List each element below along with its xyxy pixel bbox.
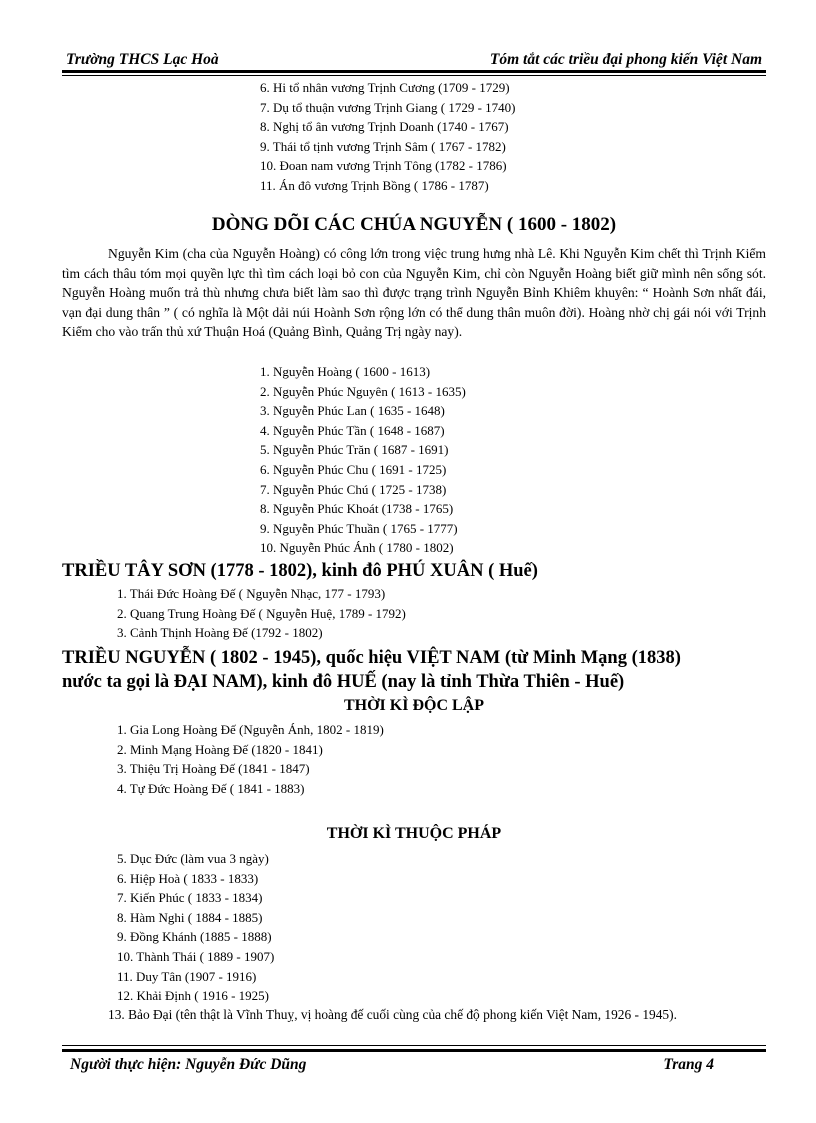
- list-item: 7. Kiến Phúc ( 1833 - 1834): [117, 890, 263, 906]
- list-item: 11. Án đô vương Trịnh Bồng ( 1786 - 1787): [260, 177, 489, 193]
- list-item: 8. Nghị tổ ân vương Trịnh Doanh (1740 - 1767): [260, 119, 509, 135]
- list-item: 1. Gia Long Hoàng Đế (Nguyễn Ánh, 1802 - 1819): [117, 722, 384, 737]
- list-item: 2. Minh Mạng Hoàng Đế (1820 - 1841): [117, 741, 323, 757]
- list-item: 9. Thái tổ tịnh vương Trịnh Sâm ( 1767 - 1782): [260, 138, 506, 154]
- independent-period-heading: THỜI KÌ ĐỘC LẬP: [343, 697, 484, 714]
- header-rule-thin: [62, 75, 766, 76]
- list-item: 7. Dụ tổ thuận vương Trịnh Giang ( 1729 - 1740): [260, 99, 516, 115]
- page-number: Trang 4: [663, 1056, 714, 1073]
- header-rule-thick: [62, 70, 766, 73]
- list-item: 8. Hàm Nghi ( 1884 - 1885): [117, 909, 263, 925]
- header-school: Trường THCS Lạc Hoà: [66, 51, 219, 68]
- french-period-list: [117, 849, 274, 1006]
- list-item: 9. Nguyễn Phúc Thuần ( 1765 - 1777): [260, 520, 458, 536]
- list-item: 3. Nguyễn Phúc Lan ( 1635 - 1648): [260, 403, 445, 419]
- list-item: 10. Đoan nam vương Trịnh Tông (1782 - 1786): [260, 158, 507, 174]
- nguyen-dynasty-heading: [62, 646, 766, 694]
- list-item: 11. Duy Tân (1907 - 1916): [117, 968, 257, 984]
- footer-rule-thick: [62, 1049, 766, 1052]
- list-item: 10. Thành Thái ( 1889 - 1907): [117, 948, 275, 964]
- nguyen-lords-heading: DÒNG DÕI CÁC CHÚA NGUYỄN ( 1600 - 1802): [211, 214, 617, 235]
- bao-dai-paragraph: 13. Bảo Đại (tên thật là Vĩnh Thuỵ, vị hoàng đế cuối cùng của chế độ phong kiến Việt Nam, 1926 - 1945).: [108, 1007, 677, 1022]
- independent-period-list: [117, 720, 384, 798]
- header-title: Tóm tắt các triều đại phong kiến Việt Nam: [489, 51, 762, 68]
- list-item: 2. Nguyễn Phúc Nguyên ( 1613 - 1635): [260, 383, 466, 399]
- page-footer: [62, 1054, 766, 1076]
- list-item: 12. Khải Định ( 1916 - 1925): [117, 988, 270, 1004]
- tay-son-heading: TRIỀU TÂY SƠN (1778 - 1802), kinh đô PHÚ XUÂN ( Huế): [62, 561, 538, 581]
- list-item: 10. Nguyễn Phúc Ánh ( 1780 - 1802): [260, 540, 454, 556]
- tay-son-list: [117, 584, 406, 643]
- footer-author: Người thực hiện: Nguyễn Đức Dũng: [70, 1056, 307, 1073]
- list-item: 2. Quang Trung Hoàng Đế ( Nguyễn Huệ, 1789 - 1792): [117, 605, 406, 621]
- list-item: 6. Hiệp Hoà ( 1833 - 1833): [117, 870, 259, 886]
- nguyen-lords-list: [260, 362, 466, 558]
- list-item: 5. Nguyễn Phúc Trăn ( 1687 - 1691): [260, 442, 449, 458]
- list-item: 8. Nguyễn Phúc Khoát (1738 - 1765): [260, 501, 454, 517]
- list-item: 5. Dục Đức (làm vua 3 ngày): [117, 851, 269, 866]
- list-item: 3. Thiệu Trị Hoàng Đế (1841 - 1847): [117, 761, 310, 777]
- list-item: 4. Nguyễn Phúc Tần ( 1648 - 1687): [260, 422, 445, 438]
- nguyen-dynasty-heading-line2: nước ta gọi là ĐẠI NAM), kinh đô HUẾ (nay là tỉnh Thừa Thiên - Huế): [62, 672, 625, 692]
- list-item: 4. Tự Đức Hoàng Đế ( 1841 - 1883): [117, 780, 305, 796]
- list-item: 3. Cảnh Thịnh Hoàng Đế (1792 - 1802): [117, 625, 323, 641]
- list-item: 6. Nguyễn Phúc Chu ( 1691 - 1725): [260, 461, 447, 477]
- page-header: [62, 48, 766, 70]
- footer-rule-thin: [62, 1045, 766, 1046]
- list-item: 6. Hi tổ nhân vương Trịnh Cương (1709 - 1729): [260, 80, 510, 95]
- nguyen-dynasty-heading-line1: TRIỀU NGUYỄN ( 1802 - 1945), quốc hiệu VIỆT NAM (từ Minh Mạng (1838): [62, 648, 681, 668]
- trinh-lords-list: [260, 78, 516, 196]
- french-period-heading: THỜI KÌ THUỘC PHÁP: [326, 825, 502, 842]
- list-item: 7. Nguyễn Phúc Chú ( 1725 - 1738): [260, 481, 447, 497]
- list-item: 9. Đồng Khánh (1885 - 1888): [117, 929, 272, 945]
- list-item: 1. Nguyễn Hoàng ( 1600 - 1613): [260, 364, 431, 379]
- nguyen-lords-paragraph: Nguyễn Kim (cha của Nguyễn Hoàng) có công lớn trong việc trung hưng nhà Lê. Khi Nguyễn Kim chết thì Trịnh Kiểm tìm cách thâu tóm mọi quyền lực thì tìm cách loại bỏ con của Nguyễn Kim, chỉ còn Nguyễn Hoàng biết giữ mình nên sống sót. Nguyễn Hoàng muốn trả thù nhưng chưa biết làm sao thì được trạng trình Nguyễn Bỉnh Khiêm khuyên: “ Hoành Sơn nhất đái, vạn đại dung thân ” ( có nghĩa là Một dải núi Hoành Sơn rộng lớn có thể dung thân muôn đời). Hoàng nhờ chị gái nói với Trịnh Kiểm cho vào trấn thủ xứ Thuận Hoá (Quảng Bình, Quảng Trị ngày nay).: [62, 246, 766, 340]
- list-item: 1. Thái Đức Hoàng Đế ( Nguyễn Nhạc, 177 - 1793): [117, 586, 386, 601]
